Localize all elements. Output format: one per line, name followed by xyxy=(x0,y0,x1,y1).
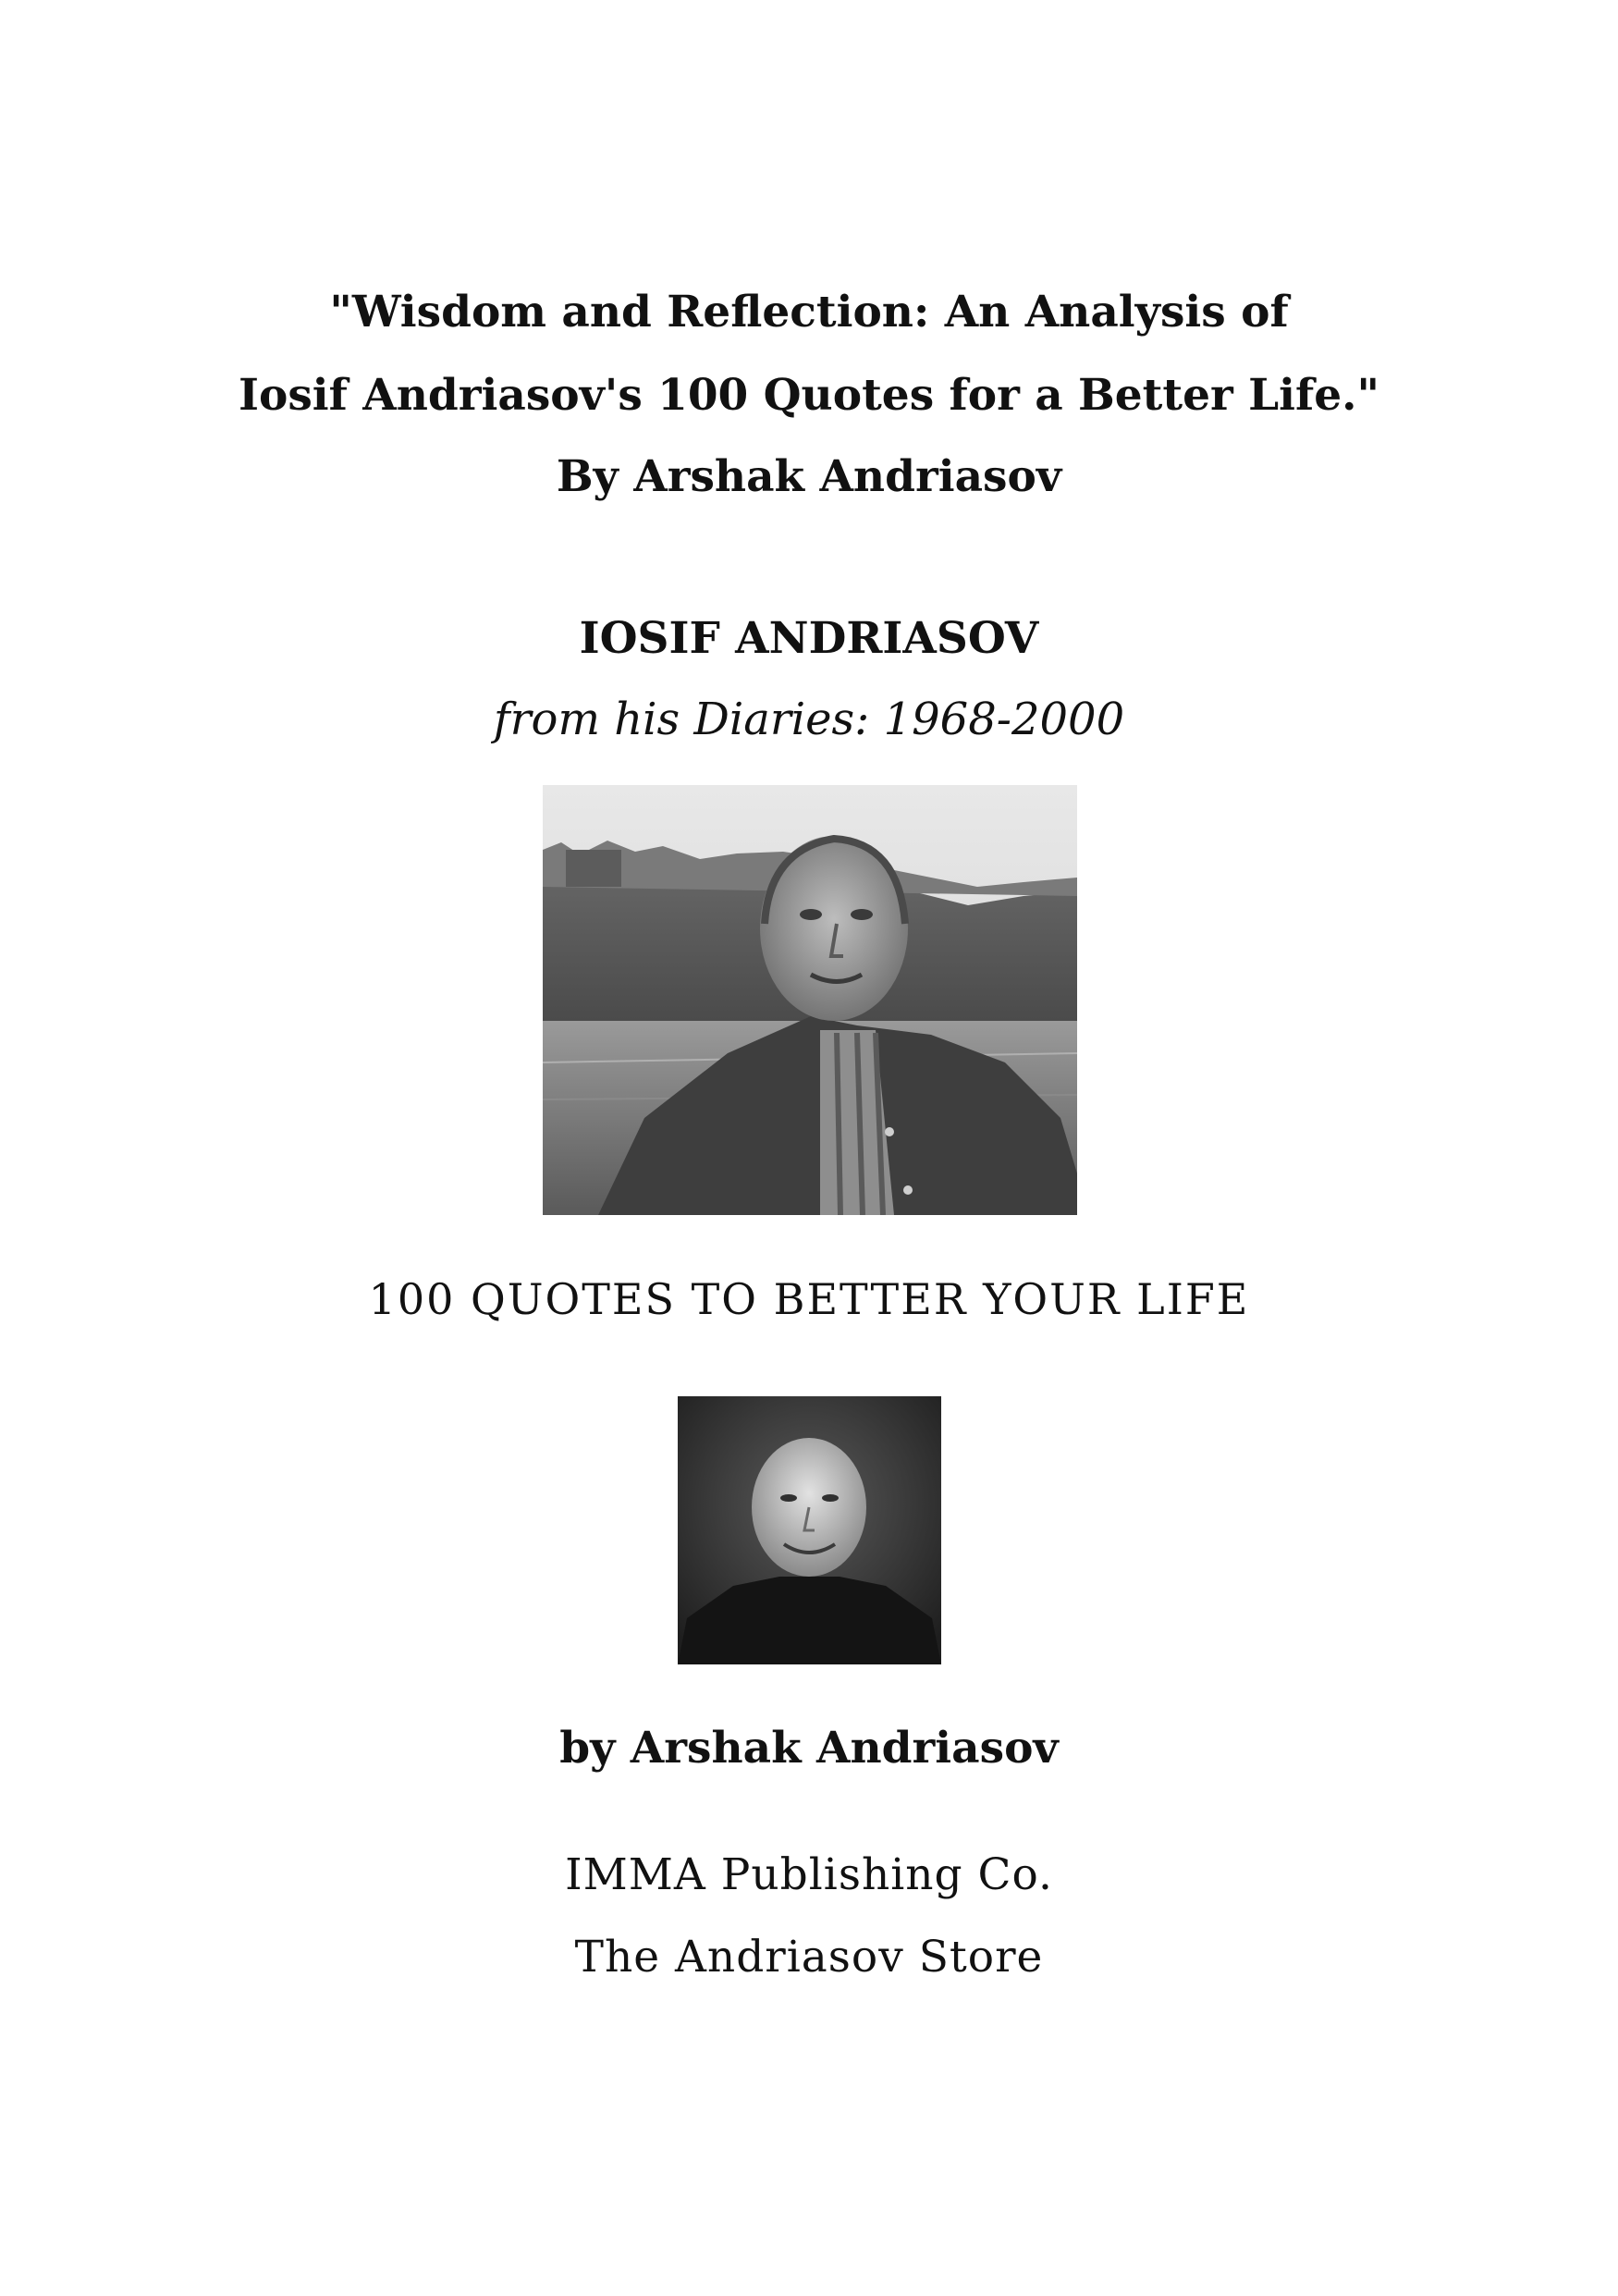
title-byline: By Arshak Andriasov xyxy=(556,451,1062,502)
arshak-andriasov-photo xyxy=(678,1396,941,1664)
book-title: 100 QUOTES TO BETTER YOUR LIFE xyxy=(368,1274,1250,1324)
subject-subtitle: from his Diaries: 1968-2000 xyxy=(493,694,1125,745)
author-line: by Arshak Andriasov xyxy=(559,1723,1059,1774)
publisher-store: The Andriasov Store xyxy=(574,1932,1044,1983)
publisher-name: IMMA Publishing Co. xyxy=(565,1849,1053,1900)
title-line-2: Iosif Andriasov's 100 Quotes for a Better Life." xyxy=(239,370,1379,421)
subject-name: IOSIF ANDRIASOV xyxy=(579,613,1039,664)
iosif-andriasov-photo xyxy=(543,785,1077,1215)
title-line-1: "Wisdom and Reflection: An Analysis of xyxy=(329,287,1289,338)
